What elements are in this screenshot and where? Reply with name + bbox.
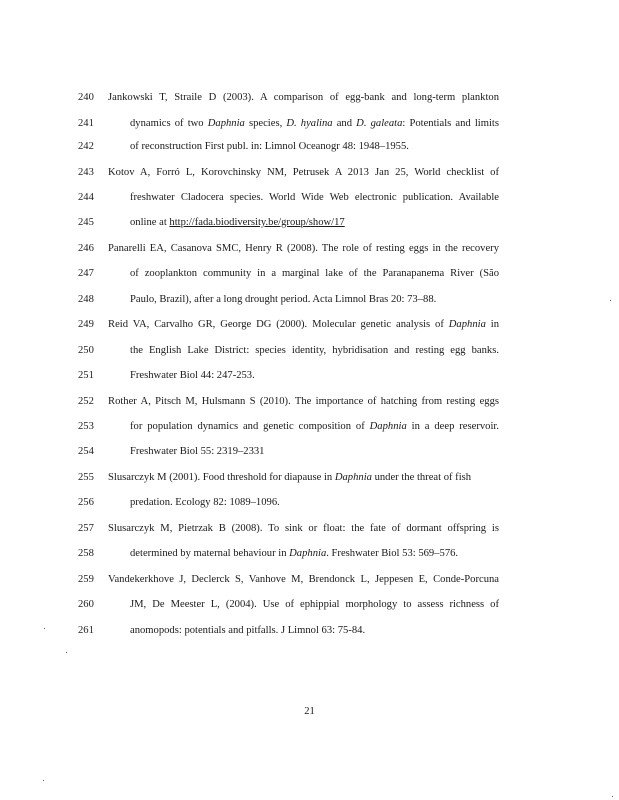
reference-line bbox=[0, 494, 619, 512]
reference-text: freshwater Cladocera species. World Wide Web electronic publication. Available bbox=[130, 192, 499, 203]
reference-text: Jankowski T, Straile D (2003). A comparison of egg-bank and long-term plankton bbox=[108, 92, 499, 103]
reference-line bbox=[0, 393, 619, 411]
reference-text: predation. Ecology 82: 1089–1096. bbox=[130, 497, 280, 508]
scan-speck bbox=[610, 300, 611, 301]
reference-text: Slusarczyk M, Pietrzak B (2008). To sink or float: the fate of dormant offspring is bbox=[108, 523, 499, 534]
line-number: 250 bbox=[78, 345, 94, 356]
line-number: 254 bbox=[78, 446, 94, 457]
reference-text: anomopods: potentials and pitfalls. J Limnol 63: 75-84. bbox=[130, 625, 366, 636]
reference-text: for population dynamics and genetic composition of Daphnia in a deep reservoir. bbox=[130, 421, 499, 432]
reference-text: Freshwater Biol 44: 247-253. bbox=[130, 370, 255, 381]
reference-line bbox=[0, 545, 619, 563]
line-number: 249 bbox=[78, 319, 94, 330]
reference-line bbox=[0, 571, 619, 589]
reference-text: Rother A, Pitsch M, Hulsmann S (2010). The importance of hatching from resting eggs bbox=[108, 396, 499, 407]
line-number: 256 bbox=[78, 497, 94, 508]
scan-speck bbox=[612, 796, 613, 797]
reference-line bbox=[0, 418, 619, 436]
line-number: 261 bbox=[78, 625, 94, 636]
line-number: 251 bbox=[78, 370, 94, 381]
reference-text: determined by maternal behaviour in Daphnia. Freshwater Biol 53: 569–576. bbox=[130, 548, 459, 559]
reference-line bbox=[0, 520, 619, 538]
line-number: 247 bbox=[78, 268, 94, 279]
reference-line bbox=[0, 115, 619, 133]
reference-line bbox=[0, 316, 619, 334]
scan-speck bbox=[66, 652, 67, 653]
line-number: 242 bbox=[78, 141, 94, 152]
reference-text: Vandekerkhove J, Declerck S, Vanhove M, Brendonck L, Jeppesen E, Conde-Porcuna bbox=[108, 574, 499, 585]
line-number: 252 bbox=[78, 396, 94, 407]
line-number: 259 bbox=[78, 574, 94, 585]
line-number: 258 bbox=[78, 548, 94, 559]
line-number: 257 bbox=[78, 523, 94, 534]
reference-line bbox=[0, 469, 619, 487]
reference-line bbox=[0, 138, 619, 156]
scan-speck bbox=[44, 628, 45, 629]
reference-text: dynamics of two Daphnia species, D. hyalina and D. galeata: Potentials and limits bbox=[130, 118, 499, 129]
reference-line bbox=[0, 89, 619, 107]
reference-line bbox=[0, 189, 619, 207]
reference-line bbox=[0, 622, 619, 640]
line-number: 260 bbox=[78, 599, 94, 610]
reference-text: of zooplankton community in a marginal lake of the Paranapanema River (São bbox=[130, 268, 499, 279]
reference-text: the English Lake District: species identity, hybridisation and resting egg banks. bbox=[130, 345, 499, 356]
reference-text: Freshwater Biol 55: 2319–2331 bbox=[130, 446, 265, 457]
line-number: 244 bbox=[78, 192, 94, 203]
reference-line bbox=[0, 214, 619, 232]
reference-text: Slusarczyk M (2001). Food threshold for diapause in Daphnia under the threat of fish bbox=[108, 472, 472, 483]
reference-line bbox=[0, 342, 619, 360]
line-number: 255 bbox=[78, 472, 94, 483]
fada-link[interactable]: http://fada.biodiversity.be/group/show/17 bbox=[169, 217, 345, 228]
reference-line bbox=[0, 443, 619, 461]
line-number: 248 bbox=[78, 294, 94, 305]
reference-text: JM, De Meester L, (2004). Use of ephippial morphology to assess richness of bbox=[130, 599, 499, 610]
reference-line bbox=[0, 291, 619, 309]
reference-text: online at http://fada.biodiversity.be/group/show/17 bbox=[130, 217, 345, 228]
reference-line bbox=[0, 265, 619, 283]
page-number: 21 bbox=[304, 706, 315, 717]
line-number: 245 bbox=[78, 217, 94, 228]
reference-text: of reconstruction First publ. in: Limnol Oceanogr 48: 1948–1955. bbox=[130, 141, 409, 152]
reference-text: Kotov A, Forró L, Korovchinsky NM, Petrusek A 2013 Jan 25, World checklist of bbox=[108, 167, 499, 178]
reference-text: Reid VA, Carvalho GR, George DG (2000). Molecular genetic analysis of Daphnia in bbox=[108, 319, 500, 330]
line-number: 246 bbox=[78, 243, 94, 254]
scan-speck bbox=[43, 780, 44, 781]
reference-text: Panarelli EA, Casanova SMC, Henry R (2008). The role of resting eggs in the recovery bbox=[108, 243, 499, 254]
reference-line bbox=[0, 596, 619, 614]
reference-line bbox=[0, 367, 619, 385]
line-number: 240 bbox=[78, 92, 94, 103]
reference-line bbox=[0, 164, 619, 182]
reference-line bbox=[0, 240, 619, 258]
line-number: 253 bbox=[78, 421, 94, 432]
line-number: 243 bbox=[78, 167, 94, 178]
line-number: 241 bbox=[78, 118, 94, 129]
reference-text: Paulo, Brazil), after a long drought period. Acta Limnol Bras 20: 73–88. bbox=[130, 294, 437, 305]
